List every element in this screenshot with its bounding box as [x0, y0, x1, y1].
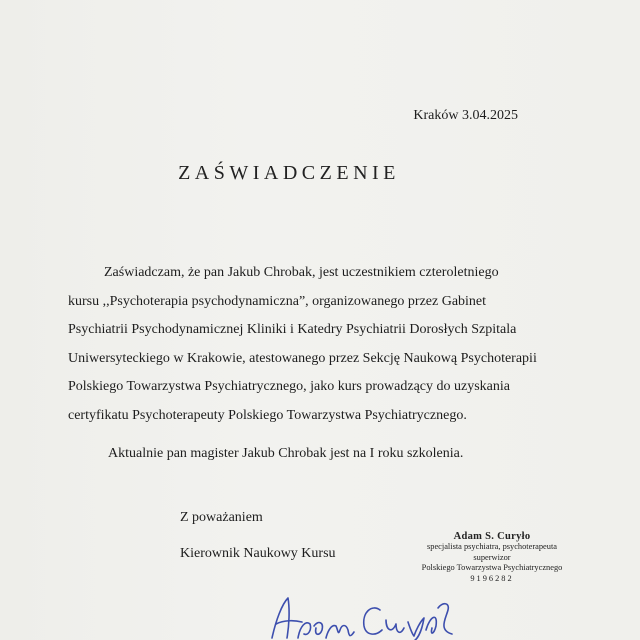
body-line: Psychiatrii Psychodynamicznej Kliniki i Katedry Psychiatrii Dorosłych Szpitala — [68, 322, 517, 337]
closing-text: Z poważaniem — [180, 510, 263, 525]
stamp-line: Polskiego Towarzystwa Psychiatrycznego — [421, 563, 563, 572]
body-line: Polskiego Towarzystwa Psychiatrycznego, jako kurs prowadzący do uzyskania — [68, 379, 510, 394]
body-line: certyfikatu Psychoterapeuty Polskiego Towarzystwa Psychiatrycznego. — [68, 407, 467, 423]
stamp-number: 9196282 — [470, 573, 514, 583]
body-line: kursu ,,Psychoterapia psychodynamiczna”, organizowanego przez Gabinet — [68, 293, 487, 309]
stamp-line: specjalista psychiatra, psychoterapeuta — [427, 542, 557, 551]
body-line: Uniwersyteckiego w Krakowie, atestowanego przez Sekcję Naukową Psychoterapii — [68, 350, 537, 366]
body-line: Zaświadczam, że pan Jakub Chrobak, jest uczestnikiem czteroletniego — [104, 265, 499, 280]
signatory-stamp — [412, 531, 572, 583]
document-date: Kraków 3.04.2025 — [413, 108, 518, 123]
document-body — [68, 259, 548, 469]
signatory-role: Kierownik Naukowy Kursu — [180, 546, 336, 561]
paragraph-1 — [68, 259, 548, 430]
stamp-line: superwizor — [473, 552, 511, 562]
document-title: ZAŚWIADCZENIE — [178, 162, 400, 184]
stamp-name: Adam S. Curyło — [453, 531, 531, 542]
paragraph-2: Aktualnie pan magister Jakub Chrobak jest na I roku szkolenia. — [108, 446, 464, 461]
handwritten-signature — [262, 590, 462, 640]
